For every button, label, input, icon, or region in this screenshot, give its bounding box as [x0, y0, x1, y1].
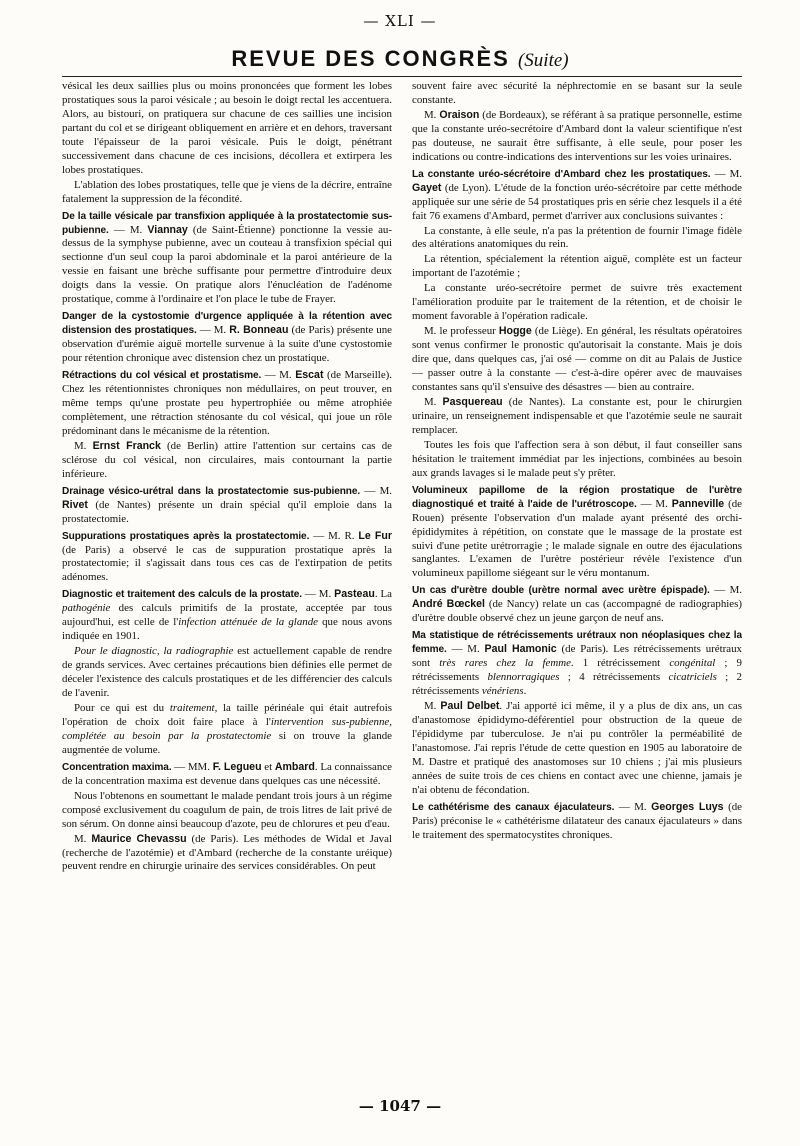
author-name: Pasquereau	[442, 395, 503, 408]
paragraph	[62, 310, 392, 366]
body-text: (de Nantes). La constante est, pour le chirurgien urinaire, un renseignement indispensable et que l'azotémie seule ne saurait remplacer.	[412, 395, 742, 436]
body-text: — M.	[301, 588, 335, 601]
author-name: Panneville	[671, 497, 725, 510]
body-text: M. le professeur	[424, 325, 499, 338]
paragraph	[412, 109, 742, 165]
author-name: Hogge	[498, 325, 532, 338]
section-heading: Diagnostic et traitement des calculs de la prostate.	[62, 589, 302, 601]
author-name: Paul Delbet	[440, 699, 500, 712]
author-name: Maurice Chevassu	[91, 832, 187, 845]
body-text: (de Bordeaux), se référant à sa pratique personnelle, estime que la constante uréo-secrétoire d'Ambard dont la valeur scientifique n'est pas douteuse, ne saurait être suffisante, à elle seule, pour poser les indications ou contre-indications des interventions sur les voies urinaires.	[412, 108, 742, 163]
body-text: Pour ce qui est du	[74, 701, 170, 714]
paragraph	[412, 396, 742, 438]
paragraph	[412, 80, 742, 108]
section-heading: Un cas d'urètre double (urètre normal avec urètre épispade).	[412, 585, 710, 597]
paragraph	[412, 484, 742, 582]
section-heading: Drainage vésico-urétral dans la prostatectomie sus-pubienne.	[62, 485, 361, 497]
author-name: Ernst Franck	[92, 439, 161, 452]
body-text: M.	[424, 395, 443, 408]
emphasis-text: pathogénie	[62, 602, 111, 615]
section-heading: Rétractions du col vésical et prostatisme.	[62, 370, 262, 382]
author-name: Pasteau	[334, 588, 375, 601]
section-heading: Concentration maxima.	[62, 761, 172, 773]
body-text: . La connaissance de la concentration maxima est devenue dans quelques cas une nécessité.	[62, 760, 392, 787]
body-text: — M.	[108, 223, 148, 236]
paragraph	[62, 440, 392, 482]
body-text: — M.	[614, 800, 652, 813]
emphasis-text: Pour le diagnostic, la radiographie	[74, 645, 234, 658]
paragraph	[62, 485, 392, 527]
paragraph	[62, 210, 392, 308]
body-text: (de Nantes) présente un drain spécial qu'il emploie dans la prostatectomie.	[62, 498, 392, 525]
body-text: — M.	[360, 484, 392, 497]
section-heading: Ma statistique de rétrécissements urétraux non néoplasiques chez la femme.	[412, 630, 742, 656]
emphasis-text: vénériens	[481, 685, 524, 698]
body-text: M.	[424, 108, 440, 121]
body-text: M.	[424, 699, 441, 712]
emphasis-text: très rares chez la femme	[439, 657, 571, 670]
body-text: . La	[374, 588, 392, 601]
body-text: si on trouve la glande augmentée de volume.	[62, 729, 392, 756]
section-heading: La constante uréo-sécrétoire d'Ambard chez les prostatiques.	[412, 168, 711, 180]
running-title	[0, 46, 800, 72]
body-text: — M.	[196, 324, 230, 337]
body-text: (de Paris) préconise le « cathétérisme dilatateur des canaux éjaculateurs » dans le traitement des spermatocystites chroniques.	[412, 800, 742, 841]
paragraph	[62, 530, 392, 586]
paragraph	[412, 700, 742, 798]
body-text: — M.	[261, 369, 296, 382]
emphasis-text: blennorragiques	[487, 671, 560, 684]
emphasis-text: traitement	[169, 701, 215, 714]
body-text: — M.	[446, 643, 485, 656]
author-name: Paul Hamonic	[484, 643, 557, 656]
paragraph	[62, 790, 392, 832]
section-heading: Le cathétérisme des canaux éjaculateurs.	[412, 801, 615, 813]
body-text: La rétention, spécialement la rétention aiguë, complète est un facteur important de l'azotémie ;	[412, 253, 742, 280]
right-column	[412, 80, 742, 1090]
body-text: ; 9 rétrécissements	[412, 657, 742, 684]
author-name: Escat	[295, 369, 324, 382]
paragraph	[412, 253, 742, 281]
body-text: ; 4 rétrécissements	[559, 671, 669, 684]
title-text: REVUE DES CONGRÈS	[231, 46, 510, 71]
header-rule	[62, 76, 742, 77]
body-text: Toutes les fois que l'affection sera à son début, il faut conseiller sans hésitation le traitement immédiat par les injections, combinées au besoin aux grands lavages si le malade peut s'y prêter.	[412, 438, 742, 479]
body-text: et	[261, 760, 275, 773]
body-text: souvent faire avec sécurité la néphrectomie en se basant sur la seule constante.	[412, 80, 742, 106]
paragraph	[62, 702, 392, 758]
body-text: L'ablation des lobes prostatiques, telle que je viens de la décrire, entraîne fatalement la suppression de la fécondité.	[62, 178, 392, 205]
paragraph	[62, 645, 392, 701]
emphasis-text: congénital	[669, 657, 716, 670]
paragraph	[62, 369, 392, 439]
body-text: (de Paris). Les rétrécissements urétraux sont	[412, 643, 742, 670]
paragraph	[412, 325, 742, 395]
body-text: que nous avons indiquée en 1901.	[62, 616, 392, 643]
author-name: F. Legueu	[212, 760, 262, 773]
roman-page-number: — XLI —	[363, 12, 437, 30]
body-text: (de Paris) présente une observation d'urémie aiguë mortelle survenue à la suite d'une cystostomie pour rétention chronique avec distension chez un prostatique.	[62, 324, 392, 365]
body-text: , la taille périnéale qui était autrefois l'opération de choix doit faire place à l'	[62, 701, 392, 728]
paragraph	[62, 761, 392, 789]
body-text: (de Paris) a observé le cas de suppuration prostatique après la prostatectomie; il s'agissait dans tous ces cas de l'extirpation de petits adénomes.	[62, 543, 392, 584]
emphasis-text: intervention sus-pubienne, complétée au besoin par la prostatectomie	[62, 715, 392, 742]
body-text: Nous l'obtenons en soumettant le malade pendant trois jours à un régime composé exclusivement du coagulum de pain, de trois litres de lait privé de son sérum. On donne ainsi beaucoup d'azote, peu de chlorures et peu d'eau.	[62, 789, 392, 830]
body-text: La constante uréo-secrétoire permet de suivre très exactement l'amélioration produite par le traitement de la rétention, et de choisir le moment favorable à l'opération radicale.	[412, 282, 742, 323]
author-name: Gayet	[412, 181, 442, 194]
paragraph	[62, 588, 392, 644]
paragraph	[62, 179, 392, 207]
body-text: La constante, à elle seule, n'a pas la prétention de fournir l'image fidèle des altérations anatomiques du rein.	[412, 224, 742, 251]
author-name: Oraison	[439, 108, 480, 121]
author-name: Georges Luys	[651, 800, 724, 813]
body-text: — M. R.	[309, 529, 359, 542]
section-heading: Suppurations prostatiques après la prostatectomie.	[62, 530, 310, 542]
paragraph	[62, 80, 392, 178]
body-text: (de Marseille). Chez les rétentionnistes chroniques non médullaires, on peut trouver, en même temps qu'une prostate peu hypertrophiée ou même atrophiée complètement, une rétraction sténosante du col vésical, qui joue un rôle prédominant dans le mécanisme de la rétention.	[62, 369, 392, 437]
body-text: — M.	[710, 167, 742, 180]
body-text: (de Saint-Étienne) ponctionne la vessie au-dessus de la symphyse pubienne, avec un couteau à transfixion spécial qui sectionne d'un seul coup la paroi abdominale et la paroi antérieure de la vessie en faisant une brèche suffisante pour permettre d'introduire deux doigts dans la vessie. On pratique alors l'énucléation de l'adénome prostatique, comme à l'ordinaire et l'on place le tube de Frayer.	[62, 223, 392, 306]
section-heading: Volumineux papillome de la région prostatique de l'urètre diagnostiqué et traité à l'aide de l'urétroscope.	[412, 484, 742, 510]
body-text: . J'ai apporté ici même, il y a plus de dix ans, un cas d'anastomose épididymo-déférentiel pour obstruction de la queue de l'épididyme par tuberculose. Je n'ai pu contrôler la perméabilité de l'anastomose. J'ai repris l'étude de cette question en 1905 au laboratoire de M. Dastre et pratiqué des anastomoses sur 10 chiens ; j'ai mis plusieurs années de suite trois de ces chiens en contact avec une chienne, jamais je n'ai obtenu de fécondation.	[412, 699, 742, 796]
section-heading: Danger de la cystostomie d'urgence appliquée à la rétention avec distension des prostatiques.	[62, 311, 392, 337]
paragraph	[412, 282, 742, 324]
emphasis-text: infection atténuée de la glande	[178, 616, 318, 629]
body-text: des calculs primitifs de la prostate, acceptée par tous aujourd'hui, est celle de l'	[62, 602, 392, 629]
author-name: Le Fur	[358, 529, 392, 542]
paragraph	[412, 629, 742, 699]
section-heading: De la taille vésicale par transfixion appliquée à la prostatectomie sus-pubienne.	[62, 210, 392, 236]
author-name: André Bœckel	[412, 598, 485, 611]
body-text: (de Paris). Les méthodes de Widal et Javal (recherche de l'azotémie) et d'Ambard (recherche de la constante uréique) peuvent rendre en chirurgie urinaire des services considérables. On peut	[62, 832, 392, 873]
body-text: (de Liège). En général, les résultats opératoires sont venus confirmer le pronostic qu'autorisait la constante. Mais je dois dire que, dans quelques cas, j'ai osé — comme on dit au Palais de Justice — passer outre à la constante — c'est-à-dire opérer avec de mauvaises constantes sans qu'il s'ensuive des désastres — bien au contraire.	[412, 325, 742, 394]
body-text: .	[523, 685, 527, 698]
body-text: (de Berlin) attire l'attention sur certains cas de sclérose du col vésical, non circulaires, mais contournant la partie inférieure.	[62, 439, 392, 480]
body-text: . 1 rétrécissement	[570, 657, 670, 670]
author-name: Ambard	[274, 760, 315, 773]
body-text: (de Nancy) relate un cas (accompagné de radiographies) d'urètre double observé chez un jeune garçon de neuf ans.	[412, 598, 742, 625]
body-text: (de Lyon). L'étude de la fonction uréo-sécrétoire par cette méthode appliquée sur une série de 54 prostatiques pris en série chez lesquels il a été fait 76 examens d'Ambard, permet d'arriver aux conclusions suivantes :	[412, 181, 742, 222]
body-text: est actuellement capable de rendre de grands services. Avec certaines précautions bien définies elle permet de déceler l'existence des calculs prostatiques et de les différencier des calculs de l'avenir.	[62, 645, 392, 700]
author-name: Rivet	[62, 498, 88, 511]
page-number: — 1047 —	[358, 1097, 442, 1115]
paragraph	[412, 801, 742, 843]
paragraph	[412, 168, 742, 224]
body-text: vésical les deux saillies plus ou moins prononcées que forment les lobes prostatiques sous la paroi vésicale ; au besoin le doigt rectal les accentuera. Alors, au bistouri, on pratiquera sur chacune de ces saillies une incision partant du col et se dirigeant obliquement en arrière et en dehors, traversant toute l'épaisseur de la paroi vésicale. Puis le doigt, pénétrant successivement dans chacune de ces incisions, décollera et extirpera les lobes prostatiques.	[62, 80, 392, 176]
author-name: R. Bonneau	[229, 324, 289, 337]
body-text: — M.	[709, 584, 742, 597]
body-text: ; 2 rétrécissements	[412, 671, 742, 698]
body-text: M.	[74, 439, 93, 452]
body-text: (de Rouen) présente l'observation d'un malade ayant présenté des orchi-épididymites à répétition, on constate que le massage de la prostate est suivi d'une petite urétrorragie ; le malade signale en outre des éjaculations sanglantes. L'examen de l'urètre postérieur révèle l'existence d'un volumineux papillome siégeant sur le véru montanum.	[412, 497, 742, 580]
title-suite: (Suite)	[517, 50, 569, 71]
paragraph	[412, 584, 742, 626]
paragraph	[62, 833, 392, 875]
paragraph	[412, 439, 742, 481]
left-column	[62, 80, 392, 1090]
body-text: — M.	[636, 497, 672, 510]
body-text: M.	[74, 832, 92, 845]
body-text: — MM.	[171, 760, 213, 773]
emphasis-text: cicatriciels	[668, 671, 717, 684]
author-name: Viannay	[147, 223, 188, 236]
paragraph	[412, 225, 742, 253]
